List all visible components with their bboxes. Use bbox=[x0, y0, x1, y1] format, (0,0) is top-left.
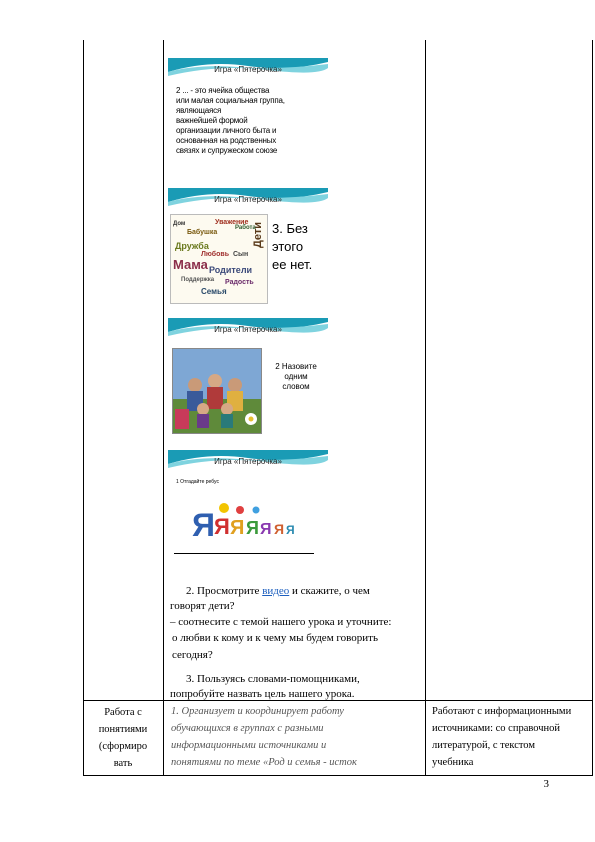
question-2-line-3: – соотнесите с темой нашего урока и уточните: bbox=[170, 616, 392, 628]
question-3-line-1: 3. Пользуясь словами-помощниками, bbox=[186, 673, 360, 685]
page-number: 3 bbox=[543, 778, 549, 790]
slide-word-cloud bbox=[168, 188, 328, 300]
question-2-line-5: сегодня? bbox=[172, 649, 213, 661]
svg-text:Я: Я bbox=[260, 521, 272, 538]
table-border-bottom bbox=[83, 775, 593, 776]
video-link[interactable]: видео bbox=[262, 585, 290, 597]
table-divider-2 bbox=[425, 40, 426, 776]
slide-prompt: 3. Без этого ее нет. bbox=[272, 221, 313, 272]
rebus-caption: 1 Отгадайте ребус bbox=[176, 479, 219, 485]
svg-text:Я: Я bbox=[230, 517, 245, 539]
slide-definition bbox=[168, 58, 328, 168]
svg-text:Я: Я bbox=[274, 521, 285, 537]
table-border-right bbox=[592, 40, 593, 776]
slide-title: Игра «Пятерочка» bbox=[214, 457, 282, 466]
cloud-word: Дружба bbox=[175, 241, 209, 251]
cloud-word: Родители bbox=[209, 265, 253, 275]
slide-title: Игра «Пятерочка» bbox=[214, 195, 282, 204]
cloud-word: Поддержка bbox=[181, 277, 215, 283]
cloud-word: Работа bbox=[235, 225, 256, 231]
question-2-line-4: о любви к кому и к чему мы будем говорить bbox=[172, 632, 378, 644]
question-2-line-1: 2. Просмотрите видео и скажите, о чем bbox=[186, 585, 370, 597]
slide-underline bbox=[174, 553, 314, 554]
cloud-word: Сын bbox=[233, 251, 249, 258]
row2-teacher-activity-cell: 1. Организует и координирует работу обучающихся в группах с разными информационными источниками и понятиями по теме «Род и семья - исток bbox=[171, 706, 357, 768]
cloud-word: Уважение bbox=[215, 219, 249, 226]
question-2-line-2: говорят дети? bbox=[170, 600, 235, 612]
slide-family-photo bbox=[168, 318, 328, 434]
slide-prompt: 2 Назовите одним словом bbox=[275, 362, 317, 391]
table-divider-1 bbox=[163, 40, 164, 776]
svg-text:Я: Я bbox=[286, 523, 295, 537]
cloud-word: Любовь bbox=[201, 251, 230, 258]
svg-text:Я: Я bbox=[192, 507, 215, 543]
slide-title: Игра «Пятерочка» bbox=[214, 65, 282, 74]
cloud-word: Радость bbox=[225, 279, 254, 286]
svg-text:Я: Я bbox=[214, 514, 230, 539]
slide-title: Игра «Пятерочка» bbox=[214, 325, 282, 334]
cloud-word: Бабушка bbox=[187, 229, 218, 236]
row2-student-activity-cell: Работают с информационными источниками: со справочной литературой, с текстом учебника bbox=[432, 706, 572, 768]
row2-stage-cell: Работа с понятиями (сформиро вать bbox=[98, 707, 148, 769]
cloud-word: Мама bbox=[173, 257, 208, 272]
cloud-word: Дом bbox=[173, 221, 186, 227]
family-photo bbox=[172, 348, 262, 434]
cloud-word: Семья bbox=[201, 287, 227, 296]
cloud-word: Дети bbox=[252, 221, 265, 249]
svg-text:Я: Я bbox=[246, 518, 259, 538]
slide-rebus bbox=[168, 450, 328, 560]
word-cloud-image bbox=[170, 214, 268, 304]
question-3-line-2: попробуйте назвать цель нашего урока. bbox=[170, 688, 355, 700]
table-border-left bbox=[83, 40, 84, 776]
rebus-image bbox=[190, 500, 310, 544]
definition-text: 2 ... - это ячейка общества или малая социальная группа, являющаяся важнейшей формой организации личного быта и основанная на родственных связях и супружеском союзе bbox=[176, 86, 285, 155]
